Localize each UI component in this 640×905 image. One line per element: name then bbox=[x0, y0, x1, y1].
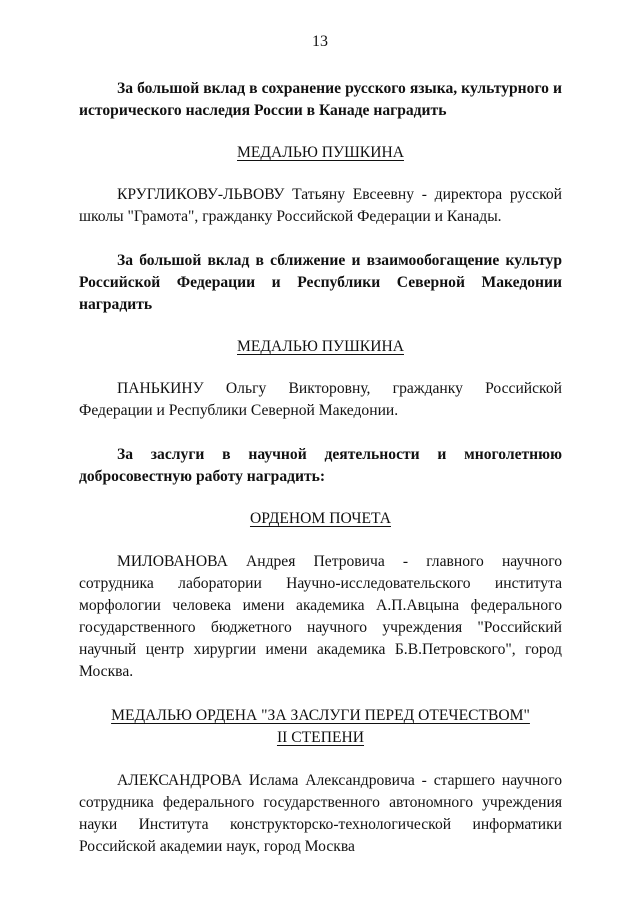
award-recipient: КРУГЛИКОВУ-ЛЬВОВУ Татьяну Евсеевну - директора русской школы "Грамота", гражданку Российской Федерации и Канады. bbox=[79, 186, 562, 225]
award-title-line: II СТЕПЕНИ bbox=[276, 729, 365, 746]
award-title: МЕДАЛЬЮ ПУШКИНА bbox=[237, 338, 404, 355]
award-title: ОРДЕНОМ ПОЧЕТА bbox=[249, 510, 391, 527]
award-recipient: МИЛОВАНОВА Андрея Петровича - главного научного сотрудника лаборатории Научно-исследовательского института морфологии человека имени академика А.П.Авцына федерального государственного бюджетного научного учреждения "Российский научный центр хирургии имени академика Б.В.Петровского", город Москва. bbox=[79, 553, 562, 680]
award-reason: За заслуги в научной деятельности и многолетнюю добросовестную работу наградить: bbox=[79, 446, 562, 485]
award-title: МЕДАЛЬЮ ПУШКИНА bbox=[237, 144, 404, 161]
award-title bbox=[79, 705, 562, 749]
award-recipient: ПАНЬКИНУ Ольгу Викторовну, гражданку Российской Федерации и Республики Северной Македонии. bbox=[79, 380, 562, 419]
award-reason: За большой вклад в сохранение русского языка, культурного и исторического наследия России в Канаде наградить bbox=[79, 80, 562, 119]
document-body bbox=[79, 78, 562, 858]
award-reason: За большой вклад в сближение и взаимообогащение культур Российской Федерации и Республики Северной Македонии наградить bbox=[79, 252, 562, 313]
award-recipient: АЛЕКСАНДРОВА Ислама Александровича - старшего научного сотрудника федерального государственного автономного учреждения науки Института конструкторско-технологической информатики Российской академии наук, город Москва bbox=[79, 772, 562, 855]
page-number: 13 bbox=[312, 33, 328, 50]
award-title-line: МЕДАЛЬЮ ОРДЕНА "ЗА ЗАСЛУГИ ПЕРЕД ОТЕЧЕСТВОМ" bbox=[111, 707, 530, 724]
